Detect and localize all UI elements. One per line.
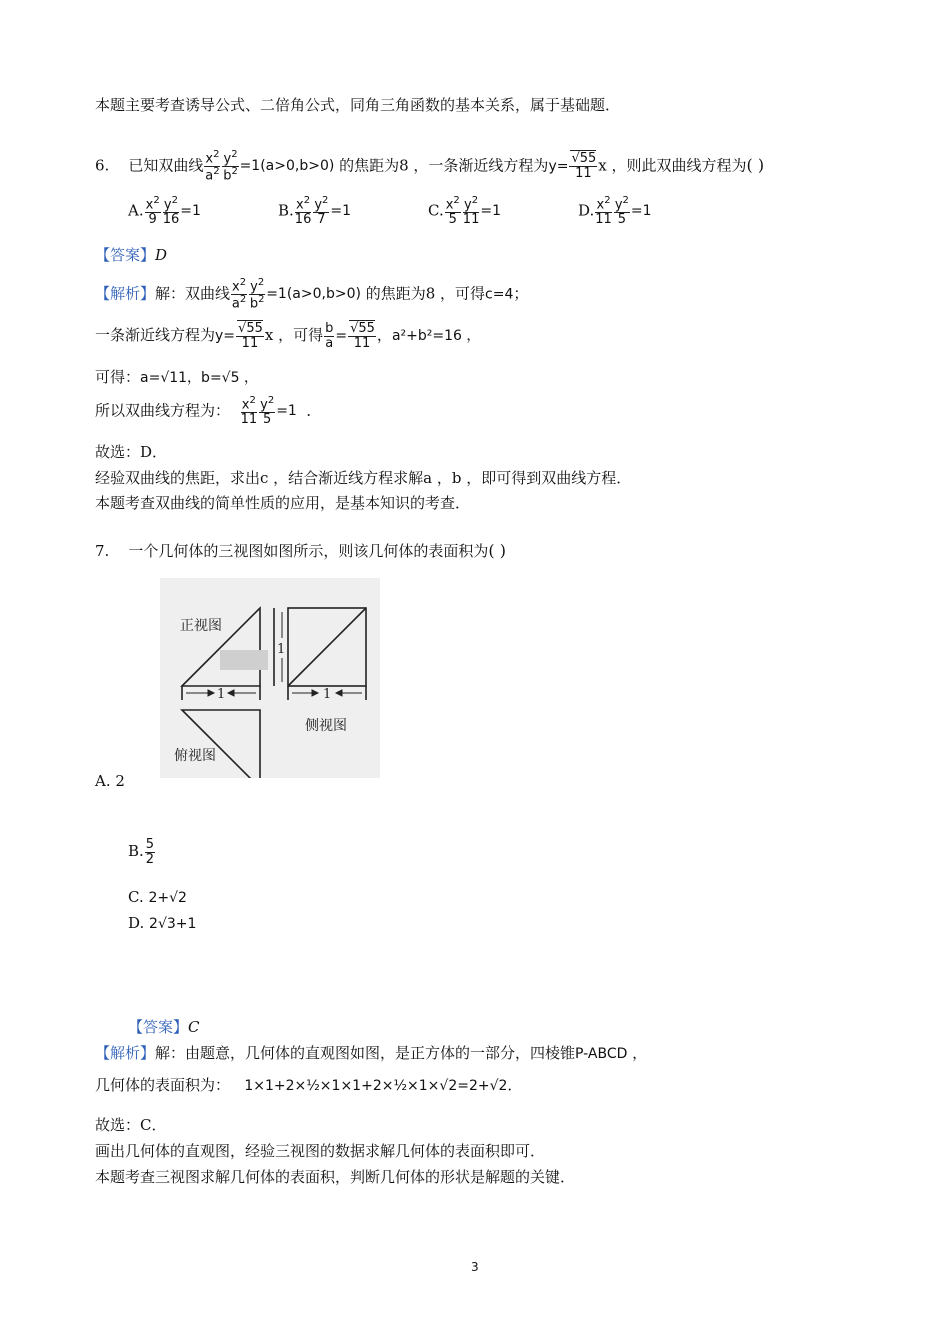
q6-number: 6.	[95, 156, 110, 175]
prev-summary: 本题主要考查诱导公式、二倍角公式，同角三角函数的基本关系，属于基础题．	[95, 96, 621, 114]
q6-answer-label: 【答案】	[95, 246, 156, 264]
q6-stem: 6. 已知双曲线 $\frac{x^2}{a^2}$ $\frac{y^2}{b^2}$ =1(a>0,b>0) 的焦距为8 ，一条渐近线方程为y= $\frac{√55}{11}$ x ，则此双曲线方程为( )	[95, 149, 765, 184]
page-number: 3	[471, 1260, 479, 1274]
q6-solution-line3: 可得：a=√11，b=√5 ，	[95, 368, 258, 386]
top-view-label: 俯视图	[174, 748, 216, 764]
q7-option-d: D. 2√3+1	[128, 914, 197, 932]
q6-option-a: A. $\frac{x^2}{9}$ $\frac{y^2}{16}$ =1	[128, 195, 201, 227]
q7-solution-line5: 本题考查三视图求解几何体的表面积，判断几何体的形状是解题的关键．	[95, 1168, 576, 1186]
q6-stem-part3: x ，则此双曲线方程为	[598, 156, 747, 175]
q7-number: 7.	[95, 542, 110, 560]
q6-stem-part1: 已知双曲线	[128, 156, 204, 175]
q7-solution-line3: 故选：C．	[95, 1116, 167, 1134]
q6-answer-line	[95, 244, 167, 265]
q7-answer: C	[188, 1018, 200, 1036]
smudge-mark	[220, 650, 268, 670]
q6-solution-line1: 【解析】解：双曲线 $\frac{x^2}{a^2}$ $\frac{y^2}{b^2}$ =1(a>0,b>0) 的焦距为8 ，可得c=4；	[95, 277, 529, 312]
q7-answer-line	[128, 1016, 200, 1037]
q7-analysis-label: 【解析】	[95, 1044, 156, 1062]
q6-solution-line7: 本题考查双曲线的简单性质的应用，是基本知识的考查．	[95, 494, 471, 512]
q6-option-b: B. $\frac{x^2}{16}$ $\frac{y^2}{7}$ =1	[278, 195, 352, 227]
front-view-label: 正视图	[180, 618, 222, 634]
q6-option-d: D. $\frac{x^2}{11}$ $\frac{y^2}{5}$ =1	[578, 195, 652, 227]
q6-stem-asym: y=	[548, 158, 569, 175]
q7-option-b: B. $\frac{5}{2}$	[128, 837, 155, 867]
side-dim-label: 1	[323, 687, 332, 702]
q6-stem-condition: =1(a>0,b>0)	[239, 158, 335, 175]
q7-option-c: C. 2+√2	[128, 888, 187, 906]
height-dim-label: 1	[277, 642, 286, 657]
q7-option-a: A. 2	[95, 772, 125, 790]
q7-solution-line1: 【解析】解：由题意，几何体的直观图如图，是正方体的一部分，四棱锥P-ABCD ，	[95, 1044, 648, 1062]
three-view-figure	[160, 578, 380, 778]
q6-analysis-label: 【解析】	[95, 284, 156, 303]
q6-solution-line6: 经验双曲线的焦距，求出c ，结合渐近线方程求解a ，b ，即可得到双曲线方程．	[95, 469, 632, 487]
q7-stem: 7. 一个几何体的三视图如图所示，则该几何体的表面积为( )	[95, 541, 506, 560]
q6-stem-part2: 的焦距为8 ，一条渐近线方程为	[339, 156, 549, 175]
q7-answer-label: 【答案】	[128, 1018, 189, 1036]
side-view-label: 侧视图	[305, 718, 347, 734]
q7-solution-line2: 几何体的表面积为： 1×1+2×½×1×1+2×½×1×√2=2+√2．	[95, 1076, 523, 1094]
q6-option-c: C. $\frac{x^2}{5}$ $\frac{y^2}{11}$ =1	[428, 195, 501, 227]
q6-solution-line2: 一条渐近线方程为y= $\frac{√55}{11}$ x ，可得 $\frac{b}{a}$ = $\frac{√55}{11}$ ，a²+b²=16 ，	[95, 321, 481, 351]
front-dim-label: 1	[217, 687, 226, 702]
q6-solution-line5: 故选：D．	[95, 443, 168, 461]
q6-answer: D	[155, 246, 168, 264]
q6-bracket: ( )	[746, 155, 765, 175]
q7-solution-line4: 画出几何体的直观图，经验三视图的数据求解几何体的表面积即可．	[95, 1142, 546, 1160]
q6-solution-line4: 所以双曲线方程为： $\frac{x^2}{11}$ $\frac{y^2}{5}$ =1 ．	[95, 395, 322, 427]
q7-bracket: ( )	[488, 541, 506, 560]
